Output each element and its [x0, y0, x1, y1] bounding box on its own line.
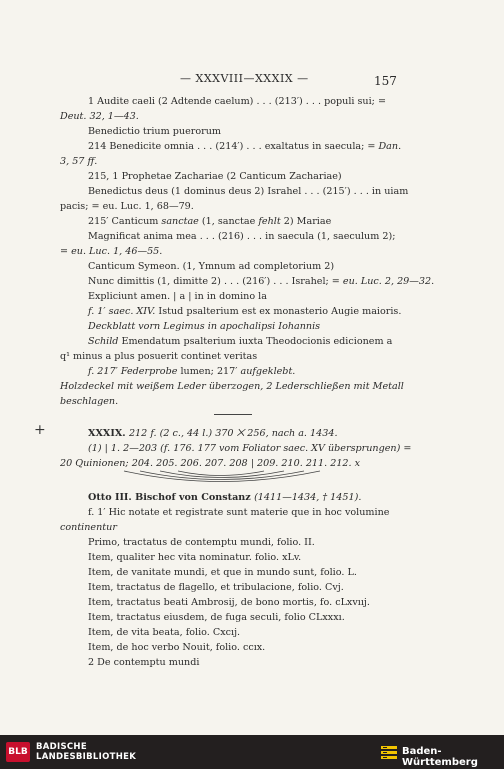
text-line: Deckblatt vorn Legimus in apochalipsi Iohannis — [88, 321, 321, 332]
text-line: 214 Benedicite omnia . . . (214′) . . . exaltatus in saecula; = Dan. — [88, 141, 402, 152]
text-line: continentur — [60, 522, 117, 533]
text-line: Expliciunt amen. | a | in in domino la — [88, 291, 267, 302]
text-line: Item, de vanitate mundi, et que in mundo sunt, folio. L. — [88, 567, 357, 578]
quire-arcs-diagram — [120, 470, 340, 484]
text-line: Magnificat anima mea . . . (216) . . . in saecula (1, saeculum 2); — [88, 231, 396, 242]
lions-crest-icon — [380, 743, 398, 761]
section-divider — [214, 414, 252, 415]
section-range: — XXXVIII—XXXIX — — [180, 72, 309, 85]
text-line: 215, 1 Prophetae Zachariae (2 Canticum Zachariae) — [88, 171, 342, 182]
text-line: 215′ Canticum sanctae (1, sanctae fehlt 2) Mariae — [88, 216, 332, 227]
text-line: = eu. Luc. 1, 46—55. — [60, 246, 163, 257]
text-line: 20 Quinionen; 204. 205. 206. 207. 208 | 209. 210. 211. 212. x — [60, 458, 361, 469]
viewer-footer — [0, 735, 504, 769]
text-line: Holzdeckel mit weißem Leder überzogen, 2 Lederschließen mit Metall — [60, 381, 404, 392]
text-line: Item, qualiter hec vita nominatur. folio. xLv. — [88, 552, 302, 563]
text-line: f. 217′ Federprobe lumen; 217′ aufgeklebt. — [88, 366, 296, 377]
page-number: 157 — [374, 74, 397, 88]
text-line: pacis; = eu. Luc. 1, 68—79. — [60, 201, 194, 212]
text-line: (1) | 1. 2—203 (f. 176. 177 vom Foliator saec. XV übersprungen) = — [88, 443, 412, 454]
state-name[interactable]: Baden-Württemberg — [402, 746, 478, 768]
text-line: Nunc dimittis (1, dimitte 2) . . . (216′) . . . Israhel; = eu. Luc. 2, 29—32. — [88, 276, 435, 287]
text-line: Item, tractatus beati Ambrosij, de bono mortis, fo. cLxvııj. — [88, 597, 370, 608]
text-line: f. 1′ Hic notate et registrate sunt materie que in hoc volumine — [88, 507, 390, 518]
text-line: Item, de vita beata, folio. Cxcıj. — [88, 627, 241, 638]
text-line: XXXIX. 212 f. (2 c., 44 l.) 370 ⨉ 256, nach a. 1434. — [88, 428, 338, 439]
text-line: 3, 57 ff. — [60, 156, 98, 167]
library-name[interactable]: BADISCHE LANDESBIBLIOTHEK — [36, 742, 137, 762]
text-line: Item, tractatus de flagello, et tribulacione, folio. Cvj. — [88, 582, 344, 593]
running-header — [0, 72, 504, 88]
blb-logo-icon[interactable]: BLB — [6, 742, 30, 762]
text-line: Item, de hoc verbo Nouit, folio. ccıx. — [88, 642, 266, 653]
text-line: Primo, tractatus de contemptu mundi, folio. II. — [88, 537, 315, 548]
margin-plus-mark: + — [34, 422, 46, 438]
text-line: beschlagen. — [60, 396, 119, 407]
text-line: Deut. 32, 1—43. — [60, 111, 139, 122]
text-line: Benedictus deus (1 dominus deus 2) Israhel . . . (215′) . . . in uiam — [88, 186, 409, 197]
text-line: Canticum Symeon. (1, Ymnum ad completorium 2) — [88, 261, 335, 272]
text-line: 1 Audite caeli (2 Adtende caelum) . . . (213′) . . . populi sui; = — [88, 96, 386, 107]
text-line: Schild Emendatum psalterium iuxta Theodocionis edicionem a — [88, 336, 393, 347]
text-line: f. 1′ saec. XIV. Istud psalterium est ex monasterio Augie maioris. — [88, 306, 402, 317]
text-line: Otto III. Bischof von Constanz (1411—1434, † 1451). — [88, 492, 362, 503]
text-line: Benedictio trium puerorum — [88, 126, 221, 137]
text-line: q¹ minus a plus posuerit continet veritas — [60, 351, 258, 362]
text-line: 2 De contemptu mundi — [88, 657, 200, 668]
text-line: Item, tractatus eiusdem, de fuga seculi, folio CLxxxı. — [88, 612, 345, 623]
